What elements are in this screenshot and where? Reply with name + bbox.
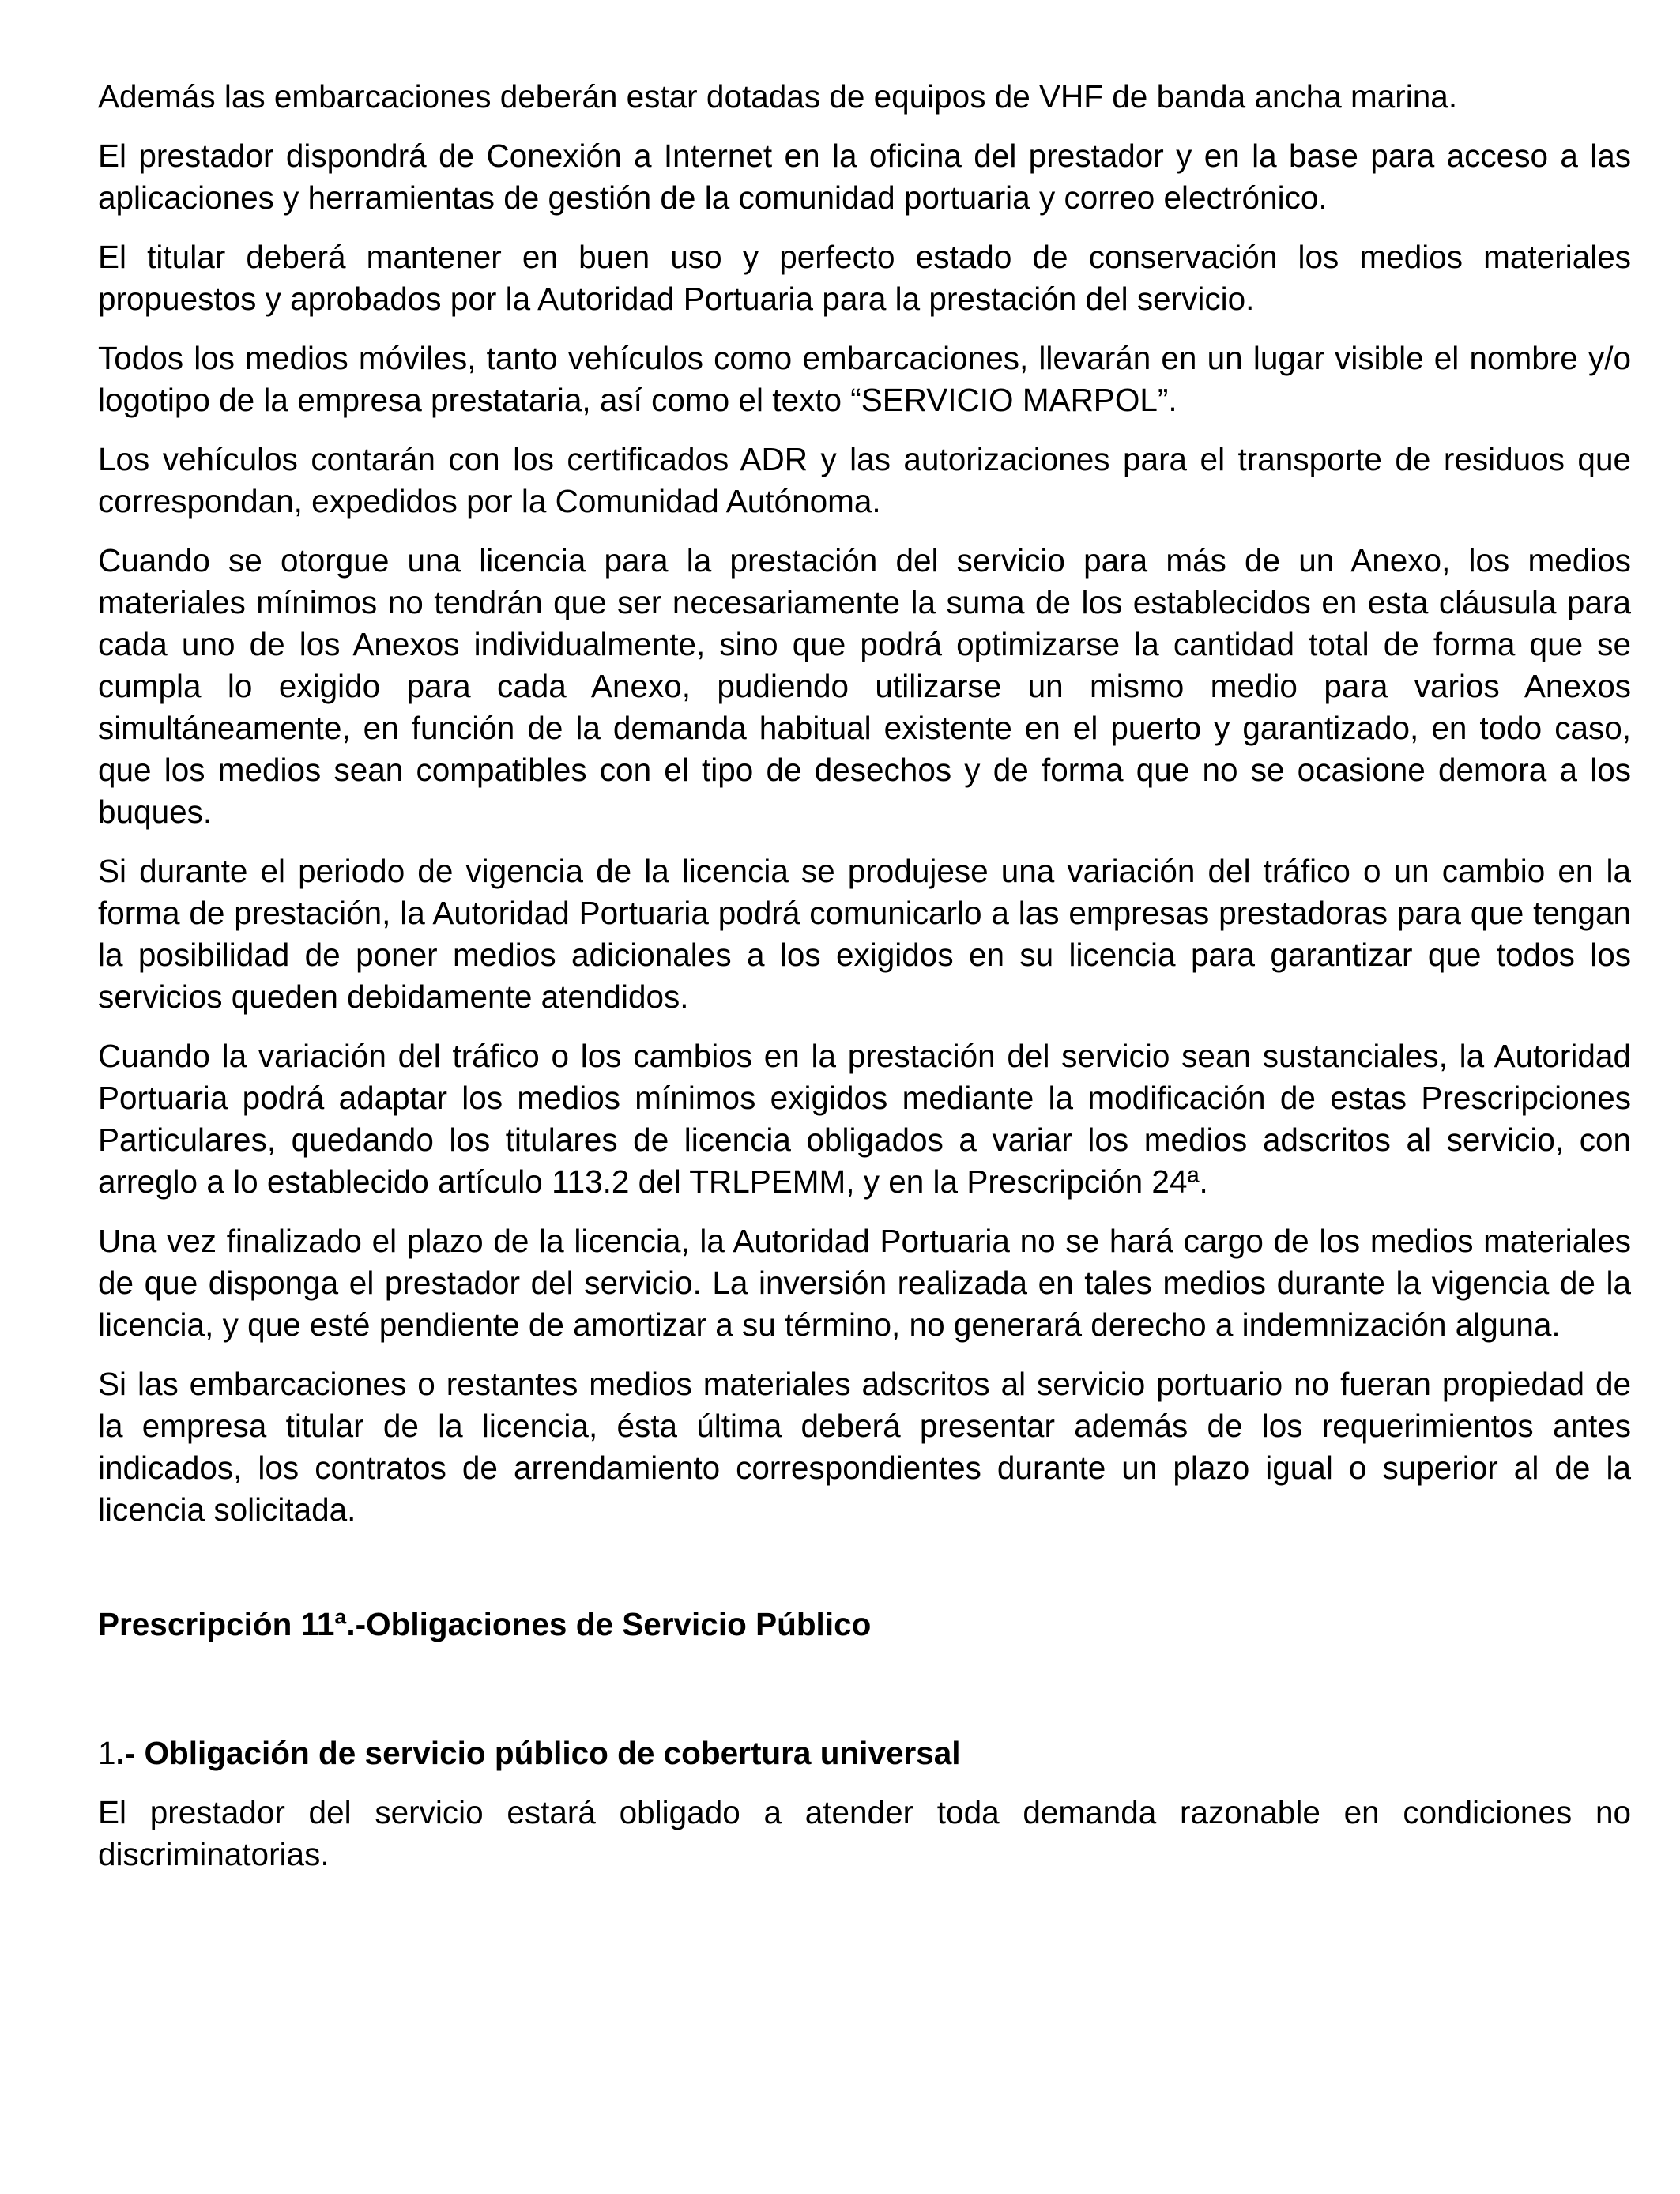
paragraph-multiple-annexes: Cuando se otorgue una licencia para la prestación del servicio para más de un Anexo, los medios materiales mínimos no tendrán que ser necesariamente la suma de los establecidos en esta cláusula para cada uno de los Anexos individualmente, sino que podrá optimizarse la cantidad total de forma que se cumpla lo exigido para cada Anexo, pudiendo utilizarse un mismo medio para varios Anexos simultáneamente, en función de la demanda habitual existente en el puerto y garantizado, en todo caso, que los medios sean compatibles con el tipo de desechos y de forma que no se ocasione demora a los buques. <box>98 542 1631 830</box>
paragraph-license-end: Una vez finalizado el plazo de la licencia, la Autoridad Portuaria no se hará cargo de los medios materiales de que disponga el prestador del servicio. La inversión realizada en tales medios durante la vigencia de la licencia, y que esté pendiente de amortizar a su término, no generará derecho a indemnización alguna. <box>98 1223 1631 1343</box>
paragraph-leasing-contracts: Si las embarcaciones o restantes medios materiales adscritos al servicio portuario no fueran propiedad de la empresa titular de la licencia, ésta última deberá presentar además de los requerimientos antes indicados, los contratos de arrendamiento correspondientes durante un plazo igual o superior al de la licencia solicitada. <box>98 1366 1631 1528</box>
document-page <box>98 76 1631 1893</box>
paragraph-adr-certificates: Los vehículos contarán con los certificados ADR y las autorizaciones para el transporte de residuos que correspondan, expedidos por la Comunidad Autónoma. <box>98 441 1631 519</box>
subsection-heading <box>98 1732 1631 1774</box>
paragraph-vhf: Además las embarcaciones deberán estar dotadas de equipos de VHF de banda ancha marina. <box>98 78 1458 115</box>
paragraph-substantial-changes: Cuando la variación del tráfico o los cambios en la prestación del servicio sean sustanciales, la Autoridad Portuaria podrá adaptar los medios mínimos exigidos mediante la modificación de estas Prescripciones Particulares, quedando los titulares de licencia obligados a variar los medios adscritos al servicio, con arreglo a lo establecido artículo 113.2 del TRLPEMM, y en la Prescripción 24ª. <box>98 1038 1631 1200</box>
paragraph-universal-coverage: El prestador del servicio estará obligado a atender toda demanda razonable en condiciones no discriminatorias. <box>98 1794 1631 1872</box>
paragraph-maintenance: El titular deberá mantener en buen uso y perfecto estado de conservación los medios materiales propuestos y aprobados por la Autoridad Portuaria para la prestación del servicio. <box>98 239 1631 317</box>
subsection-title: .- Obligación de servicio público de cobertura universal <box>115 1735 961 1771</box>
paragraph-traffic-variation: Si durante el periodo de vigencia de la licencia se produjese una variación del tráfico o un cambio en la forma de prestación, la Autoridad Portuaria podrá comunicarlo a las empresas prestadoras para que tengan la posibilidad de poner medios adicionales a los exigidos en su licencia para garantizar que todos los servicios queden debidamente atendidos. <box>98 853 1631 1015</box>
section-heading: Prescripción 11ª.-Obligaciones de Servicio Público <box>98 1606 872 1642</box>
subsection-number: 1 <box>98 1735 116 1771</box>
paragraph-internet: El prestador dispondrá de Conexión a Internet en la oficina del prestador y en la base para acceso a las aplicaciones y herramientas de gestión de la comunidad portuaria y correo electrónico. <box>98 138 1631 216</box>
paragraph-vehicle-marking: Todos los medios móviles, tanto vehículos como embarcaciones, llevarán en un lugar visible el nombre y/o logotipo de la empresa prestataria, así como el texto “SERVICIO MARPOL”. <box>98 340 1631 418</box>
